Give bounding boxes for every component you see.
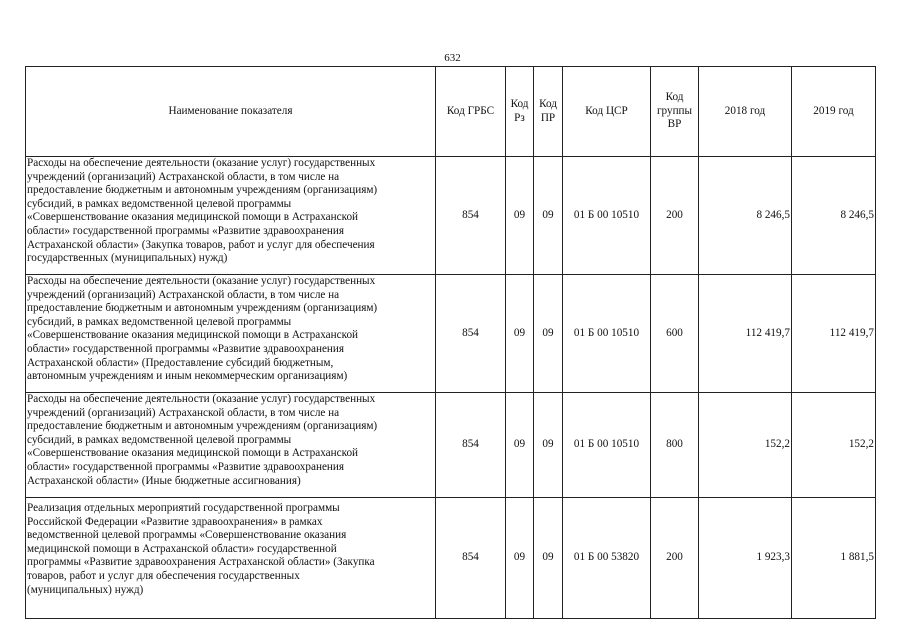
row-name: Расходы на обеспечение деятельности (оказание услуг) государственных учреждений (организаций) Астраханской области, в том числе на предоставление бюджетным и автономным учреждениям (организациям) субсидий, в рамках ведомственной целевой программы «Совершенствование оказания медицинской помощи в Астраханской области» государственной программы «Развитие здравоохранения Астраханской области» (Закупка товаров, работ и услуг для обеспечения государственных (муниципальных) нужд)	[26, 157, 436, 275]
row-pr: 09	[534, 393, 563, 498]
row-pr: 09	[534, 157, 563, 275]
row-csr: 01 Б 00 10510	[563, 275, 651, 393]
row-2018: 8 246,5	[699, 157, 792, 275]
row-name: Расходы на обеспечение деятельности (оказание услуг) государственных учреждений (организаций) Астраханской области, в том числе на предоставление бюджетным и автономным учреждениям (организациям) субсидий, в рамках ведомственной целевой программы «Совершенствование оказания медицинской помощи в Астраханской области» государственной программы «Развитие здравоохранения Астраханской области» (Иные бюджетные ассигнования)	[26, 393, 436, 498]
row-vr: 600	[651, 275, 699, 393]
row-rz: 09	[506, 498, 534, 619]
header-2018: 2018 год	[699, 67, 792, 157]
row-rz: 09	[506, 275, 534, 393]
table-row	[26, 157, 876, 275]
row-name: Расходы на обеспечение деятельности (оказание услуг) государственных учреждений (организаций) Астраханской области, в том числе на предоставление бюджетным и автономным учреждениям (организациям) субсидий, в рамках ведомственной целевой программы «Совершенствование оказания медицинской помощи в Астраханской области» государственной программы «Развитие здравоохранения Астраханской области» (Предоставление субсидий бюджетным, автономным учреждениям и иным некоммерческим организациям)	[26, 275, 436, 393]
row-2018: 1 923,3	[699, 498, 792, 619]
page-number: 632	[444, 52, 461, 64]
table-row	[26, 498, 876, 619]
row-grbs: 854	[436, 393, 506, 498]
row-pr: 09	[534, 275, 563, 393]
row-rz: 09	[506, 393, 534, 498]
row-csr: 01 Б 00 10510	[563, 157, 651, 275]
budget-table	[25, 66, 876, 619]
header-vr: Код группы ВР	[651, 67, 699, 157]
header-pr: Код ПР	[534, 67, 563, 157]
row-pr: 09	[534, 498, 563, 619]
row-grbs: 854	[436, 157, 506, 275]
row-vr: 200	[651, 498, 699, 619]
header-rz: Код Рз	[506, 67, 534, 157]
header-grbs: Код ГРБС	[436, 67, 506, 157]
header-2019: 2019 год	[792, 67, 876, 157]
row-vr: 200	[651, 157, 699, 275]
row-2019: 112 419,7	[792, 275, 876, 393]
table-row	[26, 275, 876, 393]
row-2019: 1 881,5	[792, 498, 876, 619]
row-vr: 800	[651, 393, 699, 498]
row-2018: 112 419,7	[699, 275, 792, 393]
row-csr: 01 Б 00 10510	[563, 393, 651, 498]
header-row	[26, 67, 876, 157]
row-2019: 8 246,5	[792, 157, 876, 275]
row-csr: 01 Б 00 53820	[563, 498, 651, 619]
table-row	[26, 393, 876, 498]
row-2019: 152,2	[792, 393, 876, 498]
row-2018: 152,2	[699, 393, 792, 498]
row-name: Реализация отдельных мероприятий государственной программы Российской Федерации «Развитие здравоохранения» в рамках ведомственной целевой программы «Совершенствование оказания медицинской помощи в Астраханской области» государственной программы «Развитие здравоохранения Астраханской области» (Закупка товаров, работ и услуг для обеспечения государственных (муниципальных) нужд)	[26, 498, 436, 619]
header-csr: Код ЦСР	[563, 67, 651, 157]
row-grbs: 854	[436, 275, 506, 393]
header-name: Наименование показателя	[26, 67, 436, 157]
row-grbs: 854	[436, 498, 506, 619]
row-rz: 09	[506, 157, 534, 275]
